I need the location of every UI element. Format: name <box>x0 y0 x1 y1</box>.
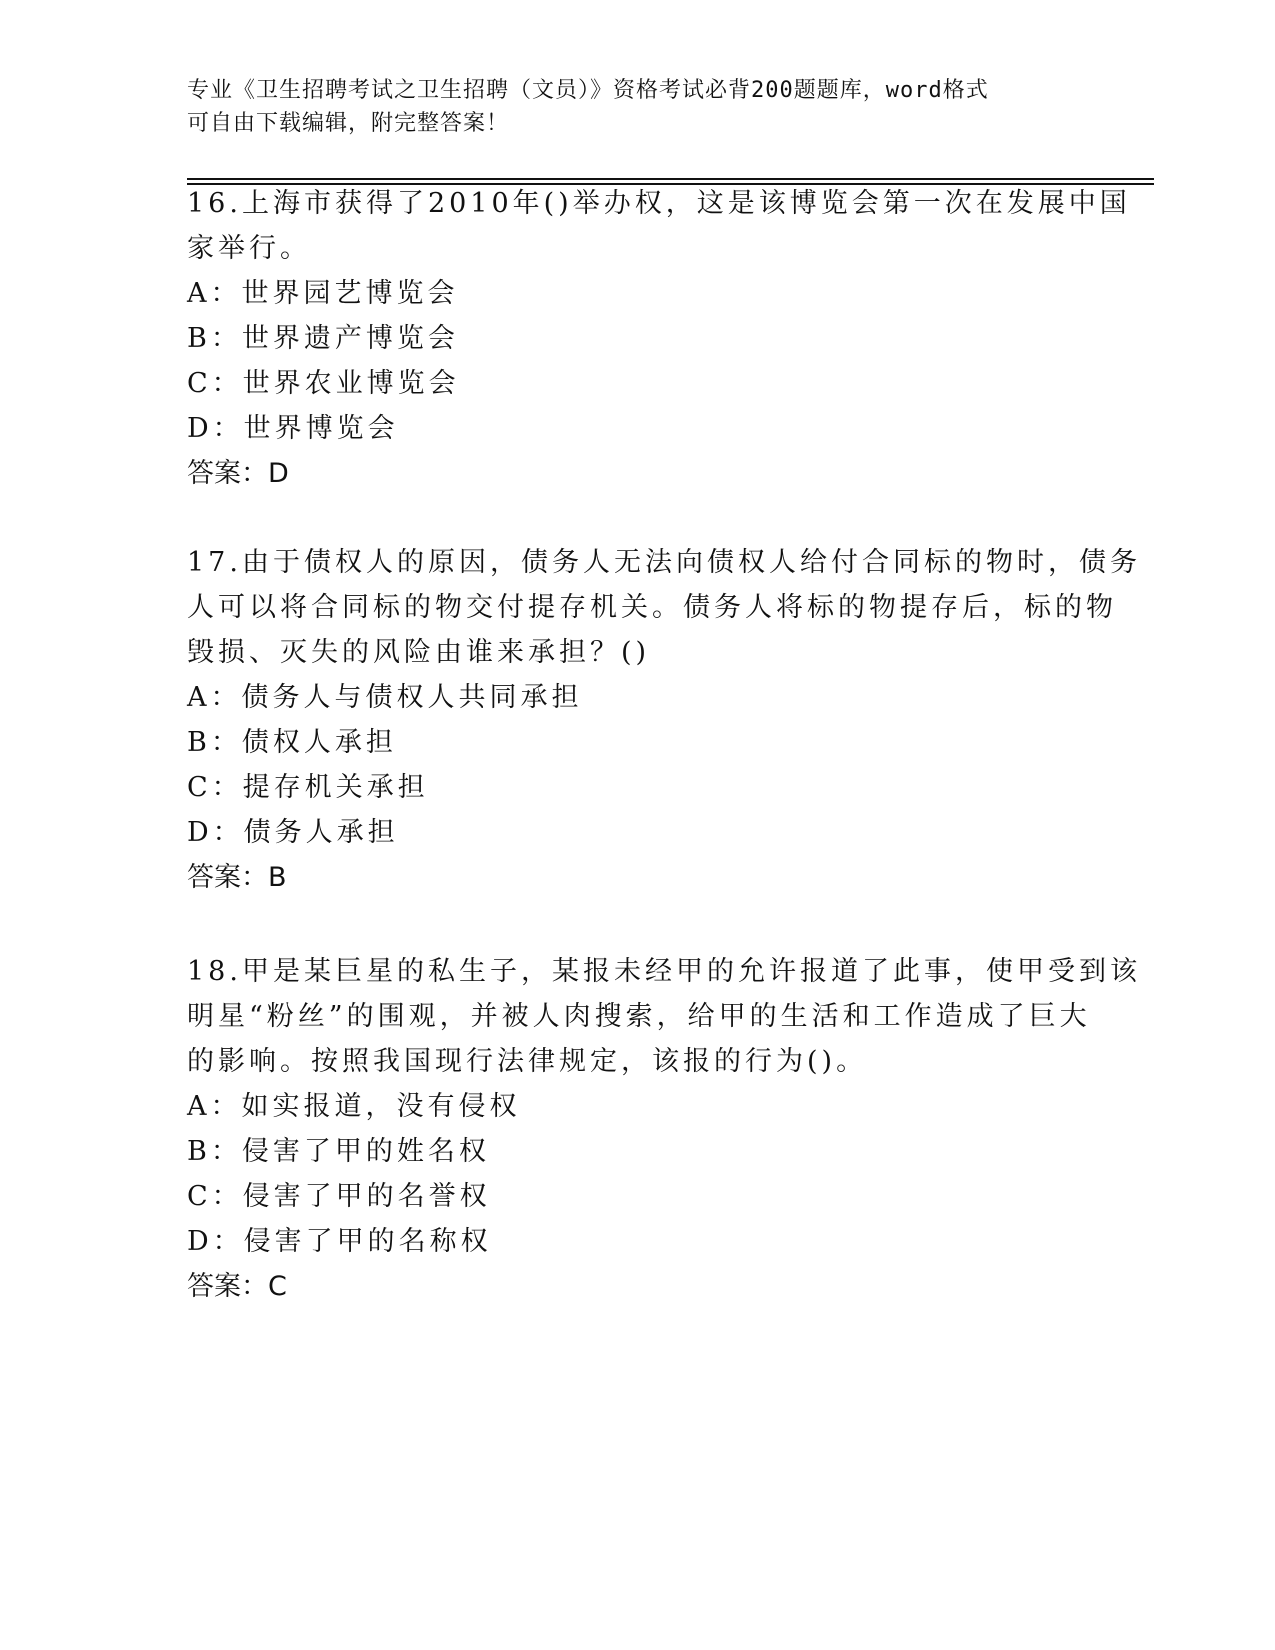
option-c: C：世界农业博览会 <box>187 368 460 399</box>
option-c: C：提存机关承担 <box>187 772 429 803</box>
option-c: C：侵害了甲的名誉权 <box>187 1181 491 1212</box>
question-18 <box>187 949 1141 1309</box>
option-b: B：债权人承担 <box>187 727 397 758</box>
question-text-line: 18.甲是某巨星的私生子，某报未经甲的允许报道了此事，使甲受到该 <box>187 956 1141 987</box>
option-d: D：世界博览会 <box>187 413 399 444</box>
option-d: D：债务人承担 <box>187 817 399 848</box>
question-text-line: 的影响。按照我国现行法律规定，该报的行为()。 <box>187 1046 868 1077</box>
header-divider-top <box>187 178 1154 180</box>
option-b: B：世界遗产博览会 <box>187 323 459 354</box>
question-text-line: 16.上海市获得了2010年()举办权，这是该博览会第一次在发展中国 <box>187 188 1131 219</box>
option-a: A：世界园艺博览会 <box>187 278 459 309</box>
document-header <box>187 74 1087 140</box>
answer-label: 答案：D <box>187 458 289 489</box>
question-text-line: 毁损、灭失的风险由谁来承担？() <box>187 637 651 668</box>
option-d: D：侵害了甲的名称权 <box>187 1226 492 1257</box>
question-text-line: 人可以将合同标的物交付提存机关。债务人将标的物提存后，标的物 <box>187 592 1117 623</box>
question-text-line: 17.由于债权人的原因，债务人无法向债权人给付合同标的物时，债务 <box>187 547 1141 578</box>
answer-label: 答案：C <box>187 1271 287 1302</box>
question-16 <box>187 181 1131 496</box>
question-text-line: 明星“粉丝”的围观，并被人肉搜索，给甲的生活和工作造成了巨大 <box>187 1001 1091 1032</box>
header-line-1: 专业《卫生招聘考试之卫生招聘（文员）》资格考试必背200题题库，word格式 <box>187 78 989 103</box>
question-text-line: 家举行。 <box>187 233 311 264</box>
option-a: A：如实报道，没有侵权 <box>187 1091 521 1122</box>
answer-label: 答案：B <box>187 862 287 893</box>
question-17 <box>187 540 1141 900</box>
header-line-2: 可自由下载编辑，附完整答案！ <box>187 111 510 136</box>
option-b: B：侵害了甲的姓名权 <box>187 1136 490 1167</box>
option-a: A：债务人与债权人共同承担 <box>187 682 583 713</box>
